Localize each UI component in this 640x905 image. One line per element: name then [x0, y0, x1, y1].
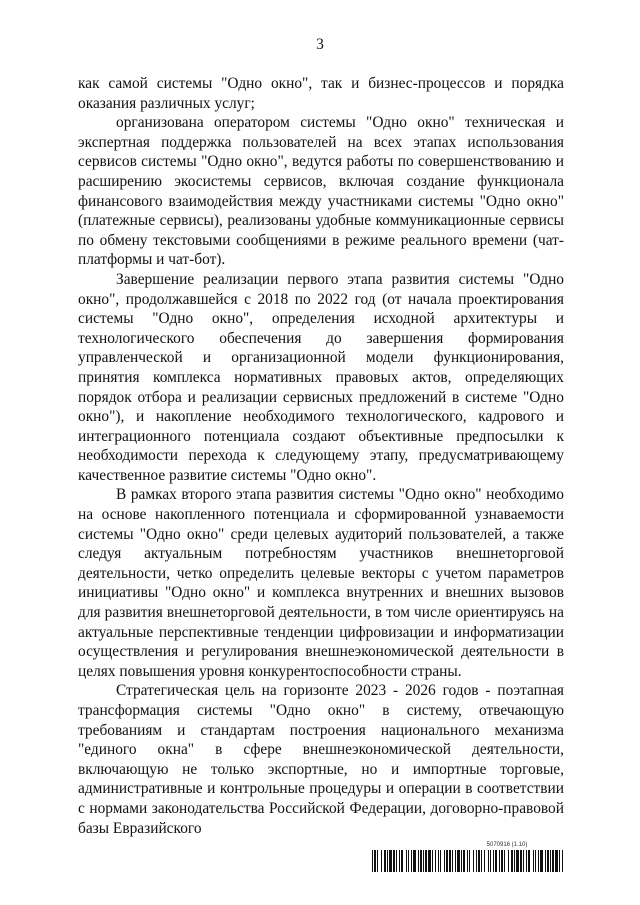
document-code: 5070916 (1.10)	[486, 842, 528, 848]
barcode-bar	[423, 850, 424, 872]
barcode-bar	[449, 850, 451, 872]
barcode-bar	[463, 850, 465, 872]
barcode-bar	[425, 850, 427, 872]
barcode-bar	[540, 850, 543, 872]
barcode-bar	[406, 850, 407, 872]
barcode-bar	[493, 850, 494, 872]
barcode-bar	[446, 850, 448, 872]
barcode-bar	[452, 850, 453, 872]
barcode-bar	[481, 850, 482, 872]
barcode-bar	[508, 850, 509, 872]
barcode-bar	[438, 850, 439, 872]
barcode-bar	[490, 850, 491, 872]
page-number: 3	[316, 36, 324, 53]
barcode-bar	[444, 850, 445, 872]
barcode-bar	[550, 850, 551, 872]
barcode-bar	[381, 850, 382, 872]
barcode-bar	[523, 850, 524, 872]
barcode-bar	[476, 850, 477, 872]
barcode-bar	[499, 850, 500, 872]
barcode-bar	[393, 850, 395, 872]
barcode-bar	[428, 850, 431, 872]
barcode-bar	[401, 850, 403, 872]
barcode-bar	[440, 850, 441, 872]
paragraph-second-stage: В рамках второго этапа развития системы "Одно окно" необходимо на основе накопленного потенциала и сформированной узнаваемости системы "Одно окно" среди целевых аудиторий пользователей, а также следуя актуальным потребностям участников внешнеторговой деятельности, четко определить целевые векторы с учетом параметров инициативы "Одно окно" и комплекса внутренних и внешних вызовов для развития внешнеторговой деятельности, в том числе ориентируясь на актуальные перспективные тенденции цифровизации и информатизации осуществления и регулирования внешнеэкономической деятельности в целях повышения уровня конкурентоспособности страны.	[78, 486, 564, 680]
barcode-bar	[473, 850, 474, 872]
paragraph-first-stage-completion: Завершение реализации первого этапа развития системы "Одно окно", продолжавшейся с 2018 по 2022 год (от начала проектирования системы "Одно окно", определения исходной архитектуры и технологического обеспечения до завершения формирования управленческой и организационной модели функционирования, принятия комплекса нормативных правовых актов, определяющих порядок отбора и реализации сервисных предложений в системе "Одно окно"), и накопление необходимого технологического, кадрового и интеграционного потенциала создают объективные предпосылки к необходимости перехода к следующему этапу, предусматривающему качественное развитие системы "Одно окно".	[78, 270, 564, 484]
barcode-bar	[488, 850, 489, 872]
barcode-bar	[478, 850, 480, 872]
barcode-bar	[457, 850, 460, 872]
paragraph-strategic-goal: Стратегическая цель на горизонте 2023 - 2026 годов - поэтапная трансформация системы "Одно окно" в систему, отвечающую требованиям и стандартам построения национального механизма "единого окна" в сфере внешнеэкономической деятельности, включающую не только экспортные, но и импортные торговые, административные и контрольные процедуры и операции в соответствии с нормами законодательства Российской Федерации, договорно-правовой базы Евразийского	[78, 682, 564, 837]
barcode-bar	[455, 850, 456, 872]
barcode-bar	[374, 850, 376, 872]
barcode-bar	[552, 850, 554, 872]
barcode-bar	[432, 850, 433, 872]
barcode-bar	[377, 850, 378, 872]
barcode-bar	[545, 850, 546, 872]
barcode-bar	[516, 850, 519, 872]
barcode-bar	[547, 850, 549, 872]
barcode-bar	[389, 850, 392, 872]
barcode-bar	[384, 850, 386, 872]
barcode-bar	[411, 850, 412, 872]
barcode-bar	[562, 850, 563, 872]
barcode-bar	[435, 850, 436, 872]
barcode-bar	[461, 850, 462, 872]
barcode-bar	[413, 850, 416, 872]
barcode-bar	[387, 850, 388, 872]
barcode-bar	[528, 850, 530, 872]
barcode-bar	[396, 850, 397, 872]
barcode-bar	[555, 850, 558, 872]
barcode-bar	[467, 850, 468, 872]
barcode-bar	[501, 850, 503, 872]
paragraph-continuation: как самой системы "Одно окно", так и бизнес-процессов и порядка оказания различных услуг;	[78, 75, 564, 112]
barcode-bar	[495, 850, 497, 872]
barcode-bar	[418, 850, 419, 872]
barcode-bar	[484, 850, 485, 872]
paragraph-support-services: организована оператором системы "Одно окно" техническая и экспертная поддержка пользователей на всех этапах использования сервисов системы "Одно окно", ведутся работы по совершенствованию и расширению экосистемы сервисов, включая создание функционала финансового взаимодействия между участниками системы "Одно окно" (платежные сервисы), реализованы удобные коммуникационные сервисы по обмену текстовыми сообщениями в режиме реального времени (чат-платформы и чат-бот).	[78, 114, 564, 269]
barcode-bar	[511, 850, 513, 872]
document-body	[78, 74, 564, 838]
barcode-image	[372, 850, 564, 872]
barcode-bar	[408, 850, 409, 872]
barcode-bar	[372, 850, 373, 872]
barcode-bar	[469, 850, 470, 872]
barcode-bar	[538, 850, 539, 872]
barcode-bar	[535, 850, 536, 872]
barcode-bar	[520, 850, 522, 872]
barcode-bar	[533, 850, 534, 872]
barcode-bar	[399, 850, 400, 872]
barcode-bar	[504, 850, 505, 872]
barcode-bar	[420, 850, 422, 872]
barcode-bar	[559, 850, 560, 872]
barcode-bar	[526, 850, 527, 872]
barcode-bar	[514, 850, 515, 872]
